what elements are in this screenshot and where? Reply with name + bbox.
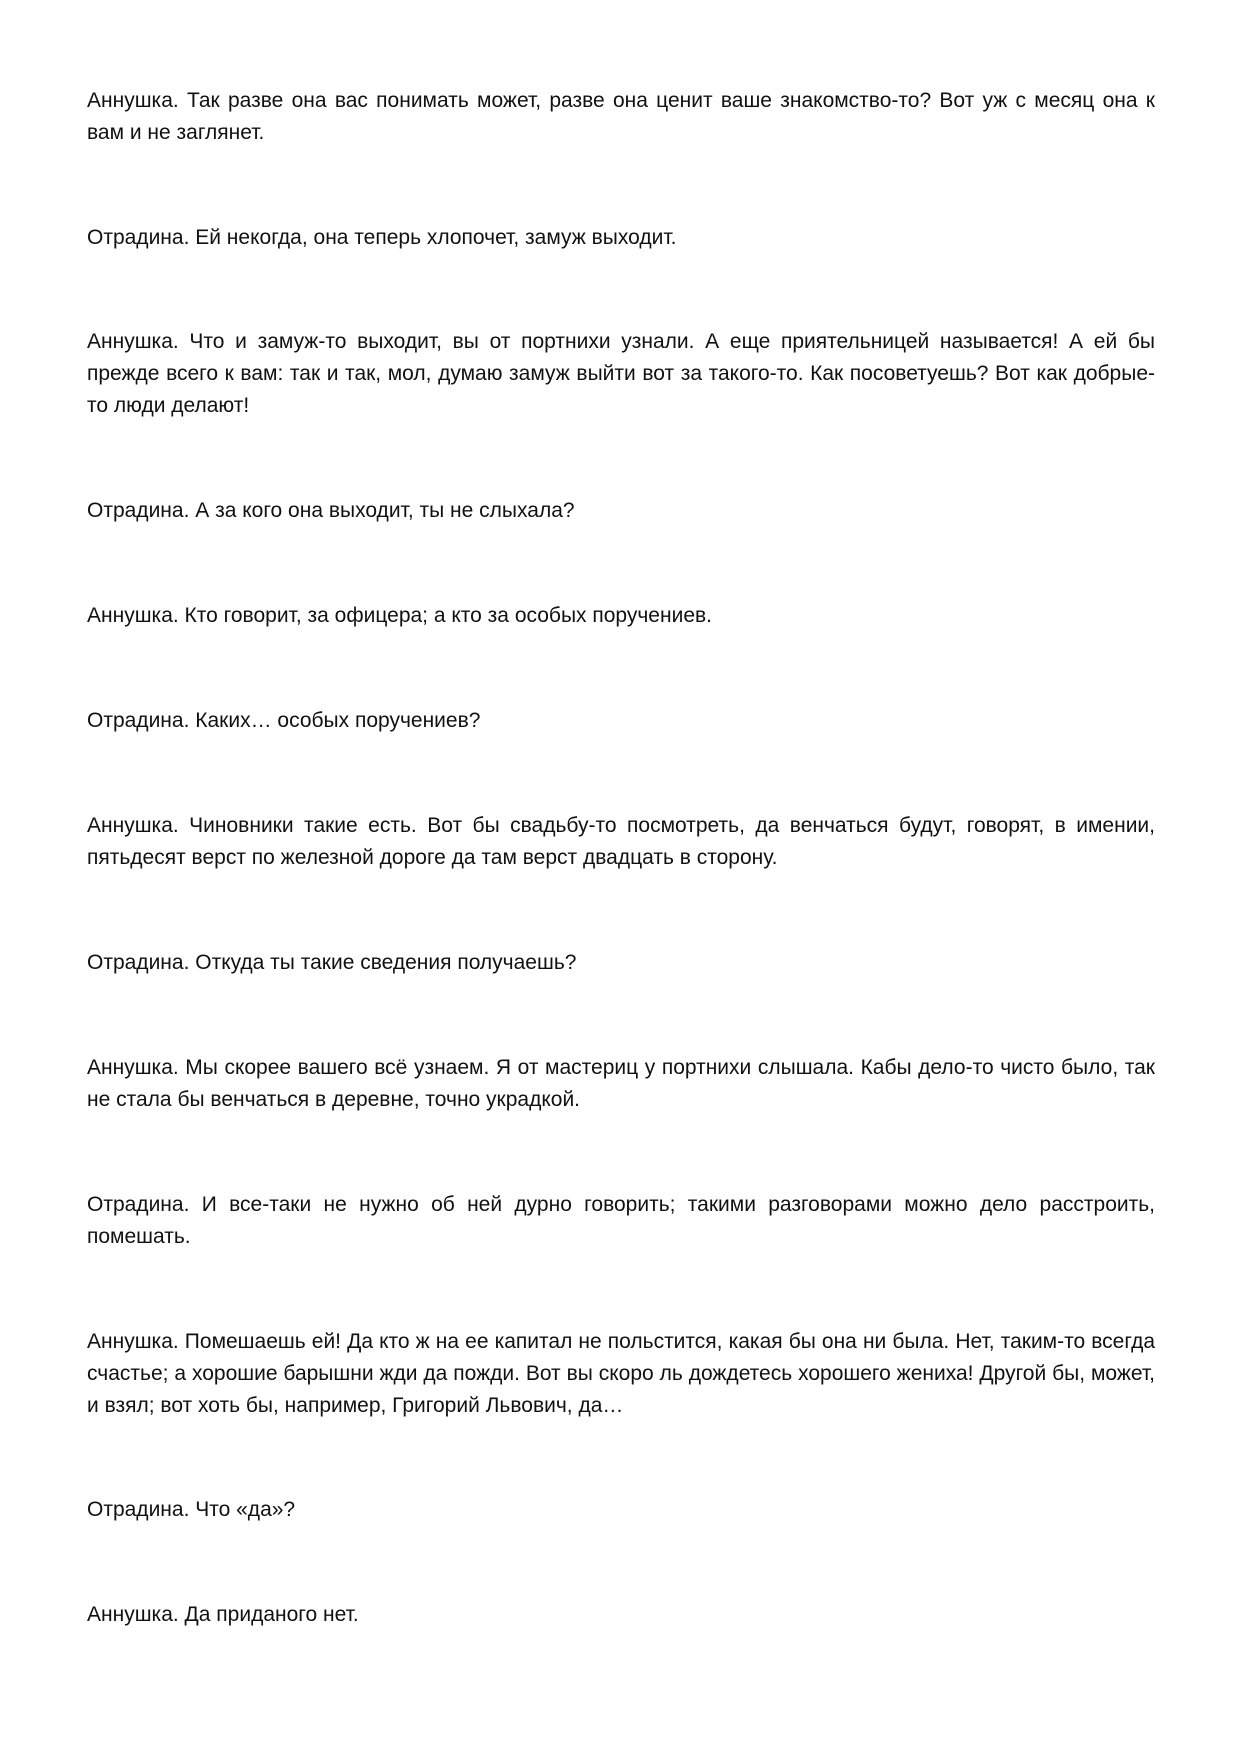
dialogue-paragraph: Отрадина. Что «да»?	[87, 1498, 296, 1521]
dialogue-paragraph: Аннушка. Чиновники такие есть. Вот бы свадьбу-то посмотреть, да венчаться будут, говорят, в имении, пятьдесят верст по железной дороге да там верст двадцать в сторону.	[87, 814, 1155, 869]
dialogue-paragraph: Аннушка. Да приданого нет.	[87, 1603, 359, 1626]
dialogue-paragraph: Отрадина. Ей некогда, она теперь хлопочет, замуж выходит.	[87, 226, 677, 249]
dialogue-paragraph: Отрадина. Каких… особых поручениев?	[87, 709, 481, 732]
dialogue-paragraph: Аннушка. Помешаешь ей! Да кто ж на ее капитал не польстится, какая бы она ни была. Нет, таким-то всегда счастье; а хорошие барышни жди да пожди. Вот вы скоро ль дождетесь хорошего жениха! Другой бы, может, и взял; вот хоть бы, например, Григорий Львович, да…	[87, 1330, 1155, 1417]
dialogue-paragraph: Аннушка. Что и замуж-то выходит, вы от портнихи узнали. А еще приятельницей называется! А ей бы прежде всего к вам: так и так, мол, думаю замуж выйти вот за такого-то. Как посоветуешь? Вот как добрые-то люди делают!	[87, 330, 1155, 417]
dialogue-paragraph: Аннушка. Кто говорит, за офицера; а кто за особых поручениев.	[87, 604, 712, 627]
dialogue-paragraph: Аннушка. Так разве она вас понимать может, разве она ценит ваше знакомство-то? Вот уж с месяц она к вам и не заглянет.	[87, 89, 1155, 144]
dialogue-paragraph: Аннушка. Мы скорее вашего всё узнаем. Я от мастериц у портнихи слышала. Кабы дело-то чисто было, так не стала бы венчаться в деревне, точно украдкой.	[87, 1056, 1155, 1111]
dialogue-paragraph: Отрадина. А за кого она выходит, ты не слыхала?	[87, 499, 575, 522]
dialogue-paragraph: Отрадина. И все-таки не нужно об ней дурно говорить; такими разговорами можно дело расстроить, помешать.	[87, 1193, 1155, 1248]
dialogue-paragraph: Отрадина. Откуда ты такие сведения получаешь?	[87, 951, 577, 974]
